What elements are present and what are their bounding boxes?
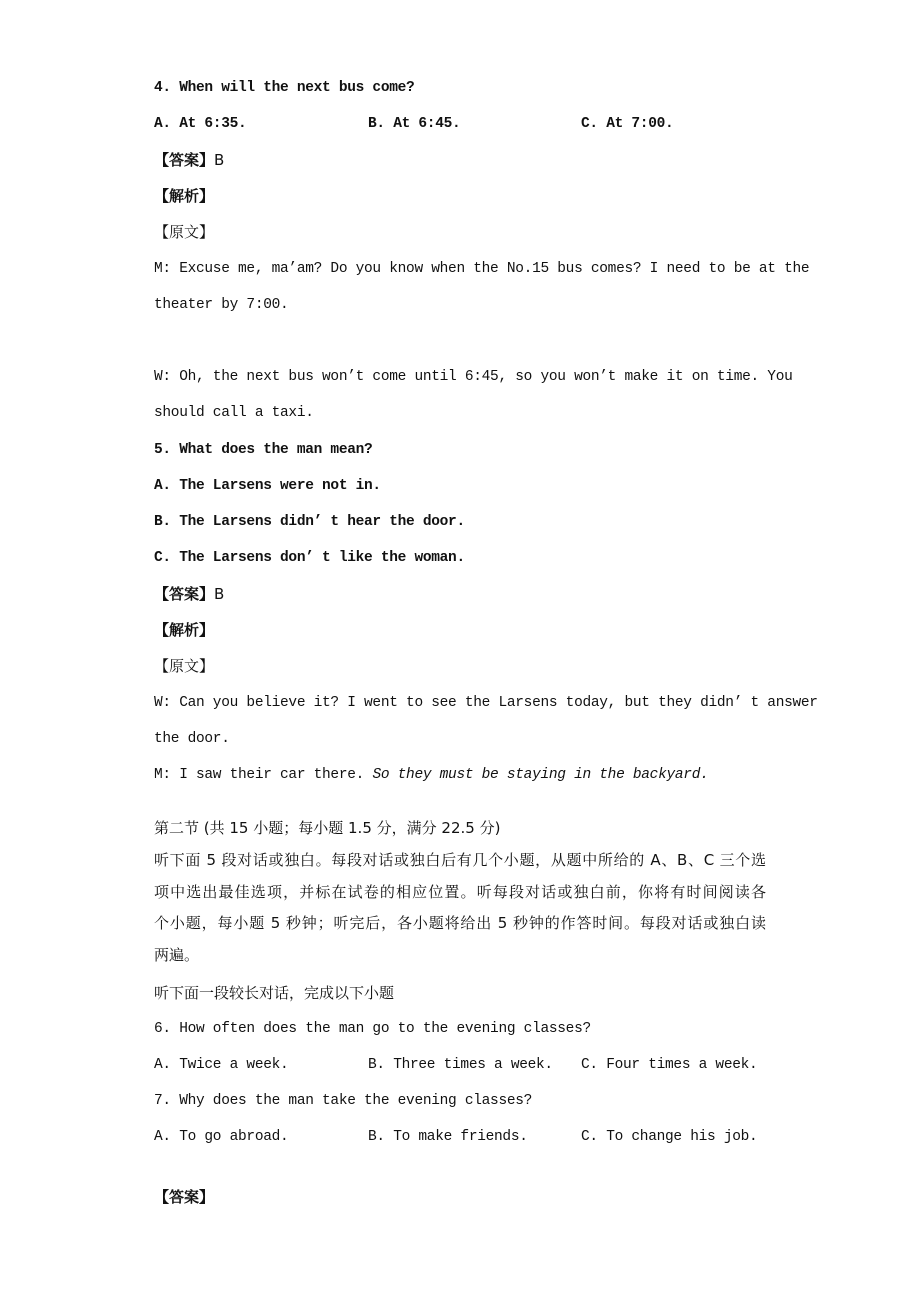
option-b: B. Three times a week. [368,1057,553,1073]
answer-label: 【答案】 [154,151,215,169]
section-title: 第二节 (共 15 小题；每小题 1.5 分，满分 22.5 分) [154,819,501,837]
question-text: 5. What does the man mean? [154,442,373,458]
question-text: 6. How often does the man go to the evening classes? [154,1021,591,1037]
options-row [154,1127,766,1147]
original-label: 【原文】 [154,223,215,241]
transcript-italic: So they must be staying in the backyard. [372,767,709,783]
answer-line [154,150,766,170]
instruction-line: 听下面 5 段对话或独白。每段对话或独白后有几个小题，从题中所给的 A、B、C 三个选 [154,851,766,869]
instruction-line: 个小题，每小题 5 秒钟；听完后，各小题将给出 5 秒钟的作答时间。每段对话或独白读 [154,914,766,932]
instruction-line: 两遍。 [154,946,200,964]
option-c: C. To change his job. [581,1129,758,1145]
options-row [154,114,766,134]
instruction-line: 项中选出最佳选项，并标在试卷的相应位置。听每段对话或独白前，你将有时间阅读各 [154,883,766,901]
analysis-label: 【解析】 [154,621,215,639]
question-text: 4. When will the next bus come? [154,80,415,96]
answer-value: B [214,151,225,169]
answer-label: 【答案】 [154,1188,215,1206]
transcript-line [154,765,766,785]
answer-value: B [214,585,225,603]
transcript-line: W: Oh, the next bus won’t come until 6:45, so you won’t make it on time. You [154,369,793,385]
transcript-line: should call a taxi. [154,405,314,421]
analysis-label: 【解析】 [154,187,215,205]
subheading: 听下面一段较长对话，完成以下小题 [154,984,395,1002]
option-c: C. Four times a week. [581,1057,758,1073]
transcript-line: M: Excuse me, ma’am? Do you know when the No.15 bus comes? I need to be at the [154,261,810,277]
transcript-line: theater by 7:00. [154,297,289,313]
transcript-line: W: Can you believe it? I went to see the Larsens today, but they didn’ t answer [154,695,818,711]
answer-line [154,584,766,604]
option-a: A. The Larsens were not in. [154,478,381,494]
option-a: A. At 6:35. [154,116,247,132]
question-text: 7. Why does the man take the evening classes? [154,1093,533,1109]
option-b: B. At 6:45. [368,116,461,132]
transcript-plain: M: I saw their car there. [154,767,373,783]
option-a: A. Twice a week. [154,1057,289,1073]
transcript-line: the door. [154,731,230,747]
option-c: C. At 7:00. [581,116,674,132]
option-a: A. To go abroad. [154,1129,289,1145]
options-row [154,1055,766,1075]
original-label: 【原文】 [154,657,215,675]
option-b: B. The Larsens didn’ t hear the door. [154,514,465,530]
answer-label: 【答案】 [154,585,215,603]
option-b: B. To make friends. [368,1129,528,1145]
option-c: C. The Larsens don’ t like the woman. [154,550,465,566]
